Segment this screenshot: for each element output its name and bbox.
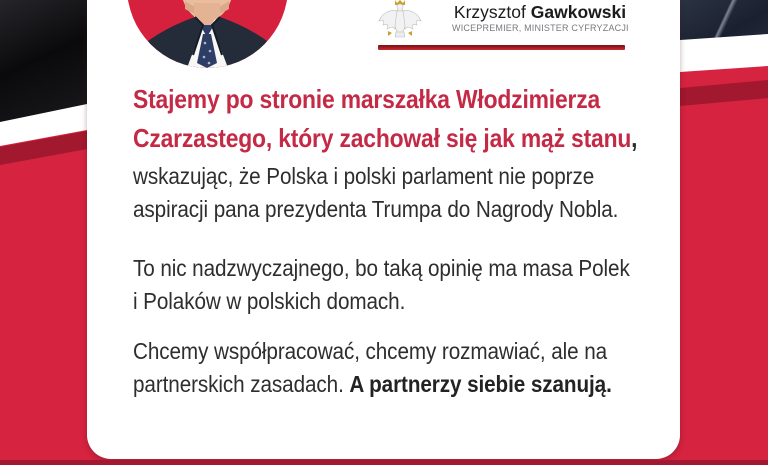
minister-title: WICEPREMIER, MINISTER CYFRYZACJI (452, 23, 629, 33)
statement-headline (133, 0, 679, 158)
headline-trailing-comma: , (631, 123, 638, 153)
statement-paragraph-1: wskazując, że Polska i polski parlament nie poprze aspiracji pana prezydenta Trumpa do Nagrody Nobla. (133, 163, 619, 222)
statement-card (87, 0, 680, 459)
statement-paragraph-3: Chcemy współpracować, chcemy rozmawiać, ale na partnerskich zasadach. A partnerzy siebie szanują. (133, 335, 679, 401)
left-photo-fragment (0, 0, 87, 130)
right-red-banner (680, 0, 768, 465)
statement-paragraph-3-line-2: partnerskich zasadach. A partnerzy siebie szanują. (133, 371, 612, 397)
bottom-dark-red-strip (0, 460, 768, 465)
minister-first-name: Krzysztof (453, 2, 531, 22)
right-background-column (680, 0, 768, 465)
right-photo-fragment (680, 0, 768, 50)
headline-line-1: Stajemy po stronie marszałka Włodzimierza (133, 84, 601, 114)
left-background-column (0, 0, 87, 465)
statement-paragraph-2: To nic nadzwyczajnego, bo taką opinię ma masa Polek i Polaków w polskich domach. (133, 255, 630, 314)
statement-text-block (133, 0, 679, 401)
headline-line-2: Czarzastego, który zachował się jak mąż stanu, (133, 123, 638, 153)
statement-bold-sentence: A partnerzy siebie szanują. (349, 371, 612, 397)
minister-last-name: Gawkowski (530, 2, 627, 22)
